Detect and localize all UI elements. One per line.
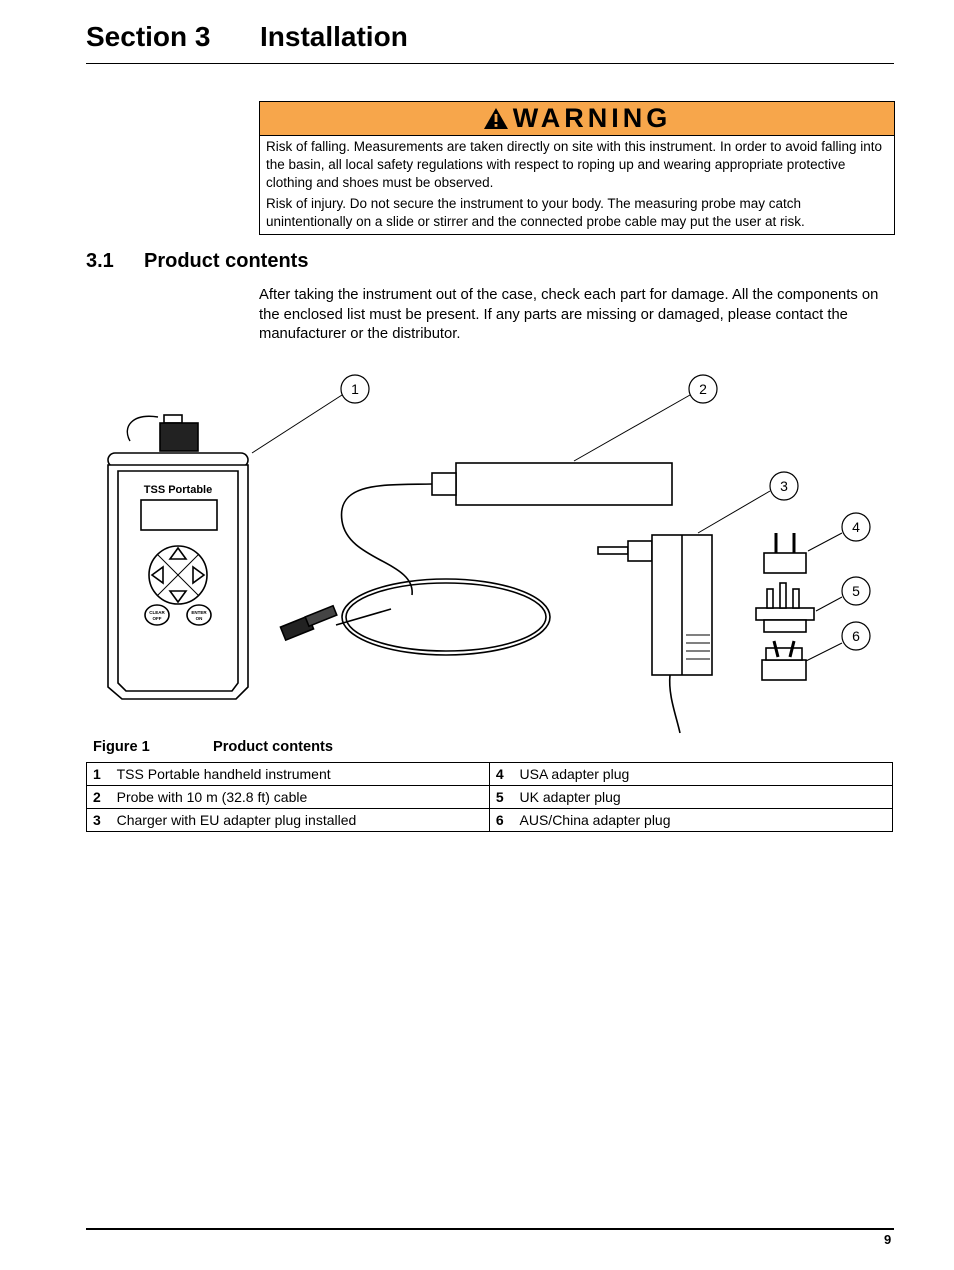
callout-label: 3 (780, 478, 788, 494)
section-number: Section 3 (86, 21, 211, 52)
item-description: Probe with 10 m (32.8 ft) cable (111, 786, 490, 809)
uk-adapter-plug-illustration (756, 583, 814, 632)
item-description: Charger with EU adapter plug installed (111, 809, 490, 832)
table-row (87, 786, 893, 809)
callout-label: 1 (351, 381, 359, 397)
product-contents-table (86, 762, 893, 832)
product-contents-figure (86, 365, 894, 735)
figure-number: Figure 1 (93, 739, 150, 755)
item-number: 2 (87, 786, 111, 809)
table-row (87, 763, 893, 786)
device-button-label: CLEAR (149, 610, 165, 615)
device-button-label: ENTER (191, 610, 207, 615)
section-header (86, 20, 894, 64)
section-title: Installation (260, 21, 408, 52)
usa-adapter-plug-illustration (764, 533, 806, 573)
item-number: 1 (87, 763, 111, 786)
subsection-heading (86, 250, 308, 273)
intro-paragraph: After taking the instrument out of the case, check each part for damage. All the components on the enclosed list must be present. If any parts are missing or damaged, please contact the manufacturer or the distributor. (259, 287, 879, 342)
warning-triangle-icon (483, 107, 509, 130)
device-label: TSS Portable (143, 484, 213, 496)
warning-title: WARNING (512, 103, 672, 133)
item-description: UK adapter plug (514, 786, 893, 809)
device-button-label: ON (195, 616, 203, 621)
callout-label: 4 (852, 519, 860, 535)
subsection-title: Product contents (144, 250, 309, 272)
warning-header (260, 102, 894, 136)
item-description: AUS/China adapter plug (514, 809, 893, 832)
handheld-instrument-illustration (108, 415, 248, 699)
item-description: USA adapter plug (514, 763, 893, 786)
item-description: TSS Portable handheld instrument (111, 763, 490, 786)
aus-china-adapter-plug-illustration (762, 641, 806, 680)
item-number: 6 (489, 809, 513, 832)
warning-paragraph: Risk of falling. Measurements are taken directly on site with this instrument. In order to avoid falling into the basin, all local safety regulations with respect to roping up and wearing appropriate protective clothing and shoes must be observed. (266, 139, 883, 190)
table-row (87, 809, 893, 832)
probe-with-cable-illustration (280, 463, 672, 655)
callout-label: 6 (852, 628, 860, 644)
warning-paragraph: Risk of injury. Do not secure the instrument to your body. The measuring probe may catch unintentionally on a slide or stirrer and the connected probe cable may put the user at risk. (266, 196, 805, 229)
item-number: 4 (489, 763, 513, 786)
subsection-number: 3.1 (86, 250, 114, 272)
warning-box (259, 101, 895, 235)
charger-illustration (598, 535, 712, 733)
callout-label: 2 (699, 381, 707, 397)
figure-title: Product contents (213, 739, 333, 755)
callout-label: 5 (852, 583, 860, 599)
item-number: 5 (489, 786, 513, 809)
device-button-label: OFF (152, 616, 162, 621)
footer-rule (86, 1228, 894, 1230)
warning-body (260, 136, 894, 231)
figure-caption (93, 739, 333, 755)
item-number: 3 (87, 809, 111, 832)
page-number: 9 (884, 1232, 892, 1247)
